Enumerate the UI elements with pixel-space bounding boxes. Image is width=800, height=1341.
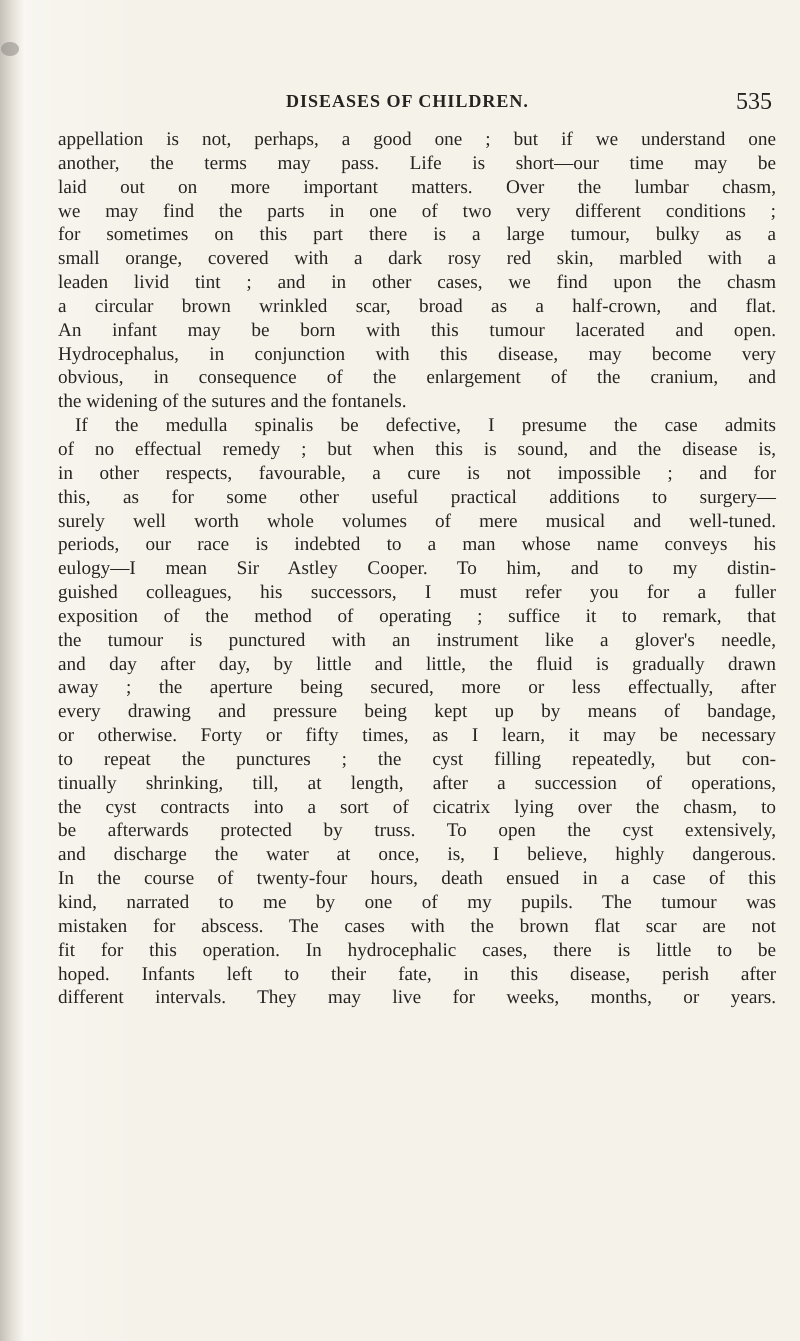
text-line: periods, our race is indebted to a man whose name conveys his: [58, 534, 776, 556]
text-line: exposition of the method of operating ; suffice it to remark, that: [58, 605, 776, 627]
text-line: kind, narrated to me by one of my pupils. The tumour was: [58, 892, 776, 913]
text-line: the cyst contracts into a sort of cicatrix lying over the chasm, to: [58, 796, 776, 818]
text-line: different intervals. They may live for weeks, months, or years.: [58, 987, 776, 1009]
text-line: for sometimes on this part there is a large tumour, bulky as a: [58, 224, 776, 246]
body-text: [58, 128, 776, 1010]
binding-hole: [1, 42, 19, 56]
text-line: In the course of twenty-four hours, death ensued in a case of this: [58, 868, 776, 890]
text-line: or otherwise. Forty or fifty times, as I learn, it may be necessary: [58, 725, 776, 747]
text-line: every drawing and pressure being kept up by means of bandage,: [58, 701, 776, 723]
text-line: and day after day, by little and little, the fluid is gradually drawn: [58, 653, 776, 675]
text-line: to repeat the punctures ; the cyst filling repeatedly, but con-: [58, 748, 776, 770]
text-line: another, the terms may pass. Life is short—our time may be: [58, 152, 776, 174]
page-binding-edge: [0, 0, 24, 1341]
text-line: eulogy—I mean Sir Astley Cooper. To him, and to my distin-: [58, 558, 776, 580]
text-line: guished colleagues, his successors, I must refer you for a fuller: [58, 582, 776, 604]
text-line: appellation is not, perhaps, a good one ; but if we understand one: [58, 129, 776, 150]
text-line: obvious, in consequence of the enlargement of the cranium, and: [58, 367, 776, 389]
text-line: surely well worth whole volumes of mere musical and well-tuned.: [58, 510, 776, 532]
text-line: be afterwards protected by truss. To open the cyst extensively,: [58, 820, 776, 842]
text-line: and discharge the water at once, is, I believe, highly dangerous.: [58, 844, 776, 866]
text-line: mistaken for abscess. The cases with the brown flat scar are not: [58, 915, 776, 937]
text-line: away ; the aperture being secured, more or less effectually, after: [58, 677, 776, 699]
text-line: laid out on more important matters. Over the lumbar chasm,: [58, 176, 776, 198]
text-line: An infant may be born with this tumour lacerated and open.: [58, 319, 776, 341]
text-line: hoped. Infants left to their fate, in this disease, perish after: [58, 963, 776, 985]
page-number: 535: [736, 89, 772, 115]
text-line: Hydrocephalus, in conjunction with this disease, may become very: [58, 343, 776, 365]
text-line: fit for this operation. In hydrocephalic cases, there is little to be: [58, 939, 776, 961]
paragraph-first-line: If the medulla spinalis be defective, I presume the case admits: [75, 415, 776, 437]
paragraph-last-line: the widening of the sutures and the fontanels.: [58, 391, 407, 413]
text-line: leaden livid tint ; and in other cases, we find upon the chasm: [58, 272, 776, 294]
running-header-title: DISEASES OF CHILDREN.: [286, 91, 529, 111]
text-line: we may find the parts in one of two very different conditions ;: [58, 200, 776, 222]
text-line: of no effectual remedy ; but when this is sound, and the disease is,: [58, 438, 776, 460]
text-line: in other respects, favourable, a cure is not impossible ; and for: [58, 462, 776, 484]
text-line: the tumour is punctured with an instrument like a glover's needle,: [58, 629, 776, 651]
text-line: this, as for some other useful practical additions to surgery—: [58, 486, 776, 508]
running-header: [286, 91, 772, 121]
text-line: a circular brown wrinkled scar, broad as a half-crown, and flat.: [58, 295, 776, 317]
text-line: tinually shrinking, till, at length, after a succession of operations,: [58, 772, 776, 794]
text-line: small orange, covered with a dark rosy red skin, marbled with a: [58, 248, 776, 270]
